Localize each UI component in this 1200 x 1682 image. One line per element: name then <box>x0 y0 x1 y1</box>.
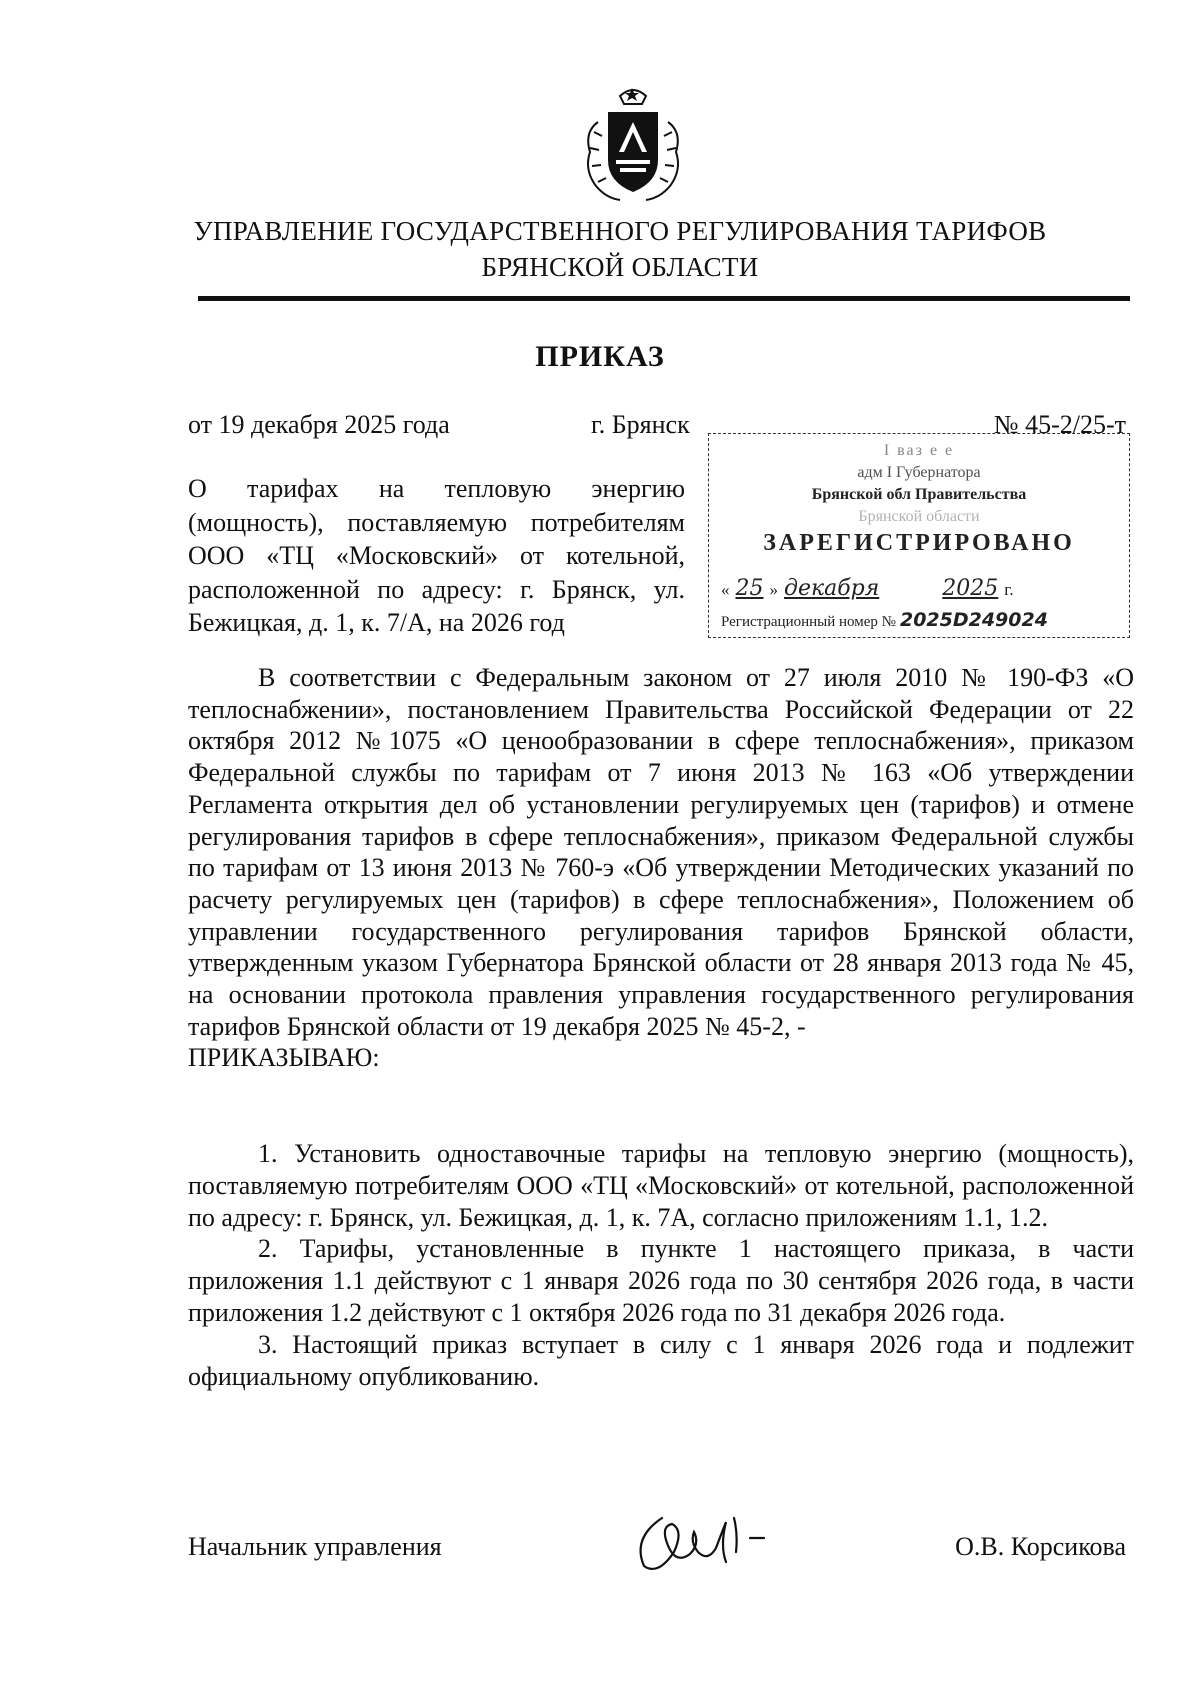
stamp-reg-number: 2025D249024 <box>899 609 1048 631</box>
stamp-year: 2025 <box>942 576 999 601</box>
stamp-line-1: І ваз е е <box>883 442 955 459</box>
stamp-registration-line <box>721 609 1117 631</box>
stamp-line-2: адм І Губернатора <box>857 464 981 481</box>
stamp-reg-label: Регистрационный номер № <box>721 614 896 630</box>
handwritten-signature <box>622 1508 792 1578</box>
document-body <box>188 662 1134 1074</box>
stamp-line-4: Брянской области <box>858 508 980 525</box>
header-divider <box>198 296 1130 301</box>
stamp-year-suffix: г. <box>1004 580 1014 599</box>
signatory-name: О.В. Корсикова <box>955 1532 1126 1561</box>
registration-stamp <box>708 433 1130 638</box>
organization-name-line2: БРЯНСКОЙ ОБЛАСТИ <box>481 252 759 282</box>
document-subject: О тарифах на тепловую энергию (мощность), поставляемую потребителям ООО «ТЦ «Московский» от котельной, расположенной по адресу: г. Брянск, ул. Бежицкая, д. 1, к. 7/А, на 2026 год <box>188 474 685 637</box>
stamp-month: декабря <box>784 576 880 601</box>
preamble-paragraph: В соответствии с Федеральным законом от 27 июля 2010 № 190-ФЗ «О теплоснабжении», постановлением Правительства Российской Федерации от 22 октября 2012 №1075 «О ценообразовании в сфере теплоснабжения», приказом Федеральной службы по тарифам от 7 июня 2013 № 163 «Об утверждении Регламента открытия дел об установлении регулируемых цен (тарифов) и отмене регулирования тарифов в сфере теплоснабжения», приказом Федеральной службы по тарифам от 13 июня 2013 № 760-э «Об утверждении Методических указаний по расчету регулируемых цен (тарифов) в сфере теплоснабжения», Положением об управлении государственного регулирования тарифов Брянской области, утвержденным указом Губернатора Брянской области от 28 января 2013 года № 45, на основании протокола правления управления государственного регулирования тарифов Брянской области от 19 декабря 2025 № 45-2, - <box>188 663 1134 1041</box>
organization-name-line1: УПРАВЛЕНИЕ ГОСУДАРСТВЕННОГО РЕГУЛИРОВАНИЯ ТАРИФОВ <box>193 216 1047 246</box>
order-item-1: 1. Установить одноставочные тарифы на тепловую энергию (мощность), поставляемую потребителям ООО «ТЦ «Московский» от котельной, расположенной по адресу: г. Брянск, ул. Бежицкая, д. 1, к. 7А, согласно приложениям 1.1, 1.2. <box>188 1139 1134 1232</box>
signatory-position: Начальник управления <box>188 1532 442 1561</box>
stamp-line-3: Брянской обл Правительства <box>811 486 1027 503</box>
order-items <box>188 1138 1134 1392</box>
document-city: г. Брянск <box>591 410 690 439</box>
document-number: № 45-2/25-т <box>993 410 1126 439</box>
stamp-day: 25 <box>735 576 764 601</box>
order-item-3: 3. Настоящий приказ вступает в силу с 1 января 2026 года и подлежит официальному опубликованию. <box>188 1329 1134 1391</box>
stamp-date-line: « 25 » декабря 2025 г. <box>721 576 1014 601</box>
order-word: ПРИКАЗЫВАЮ: <box>188 1043 380 1073</box>
document-title: ПРИКАЗ <box>535 340 665 373</box>
document-date: от 19 декабря 2025 года <box>188 410 450 439</box>
stamp-title: ЗАРЕГИСТРИРОВАНО <box>763 530 1075 556</box>
order-item-2: 2. Тарифы, установленные в пункте 1 настоящего приказа, в части приложения 1.1 действуют с 1 января 2026 года по 30 сентября 2026 года, в части приложения 1.2 действуют с 1 октября 2026 года по 31 декабря 2026 года. <box>188 1234 1134 1327</box>
coat-of-arms-icon <box>578 82 688 206</box>
